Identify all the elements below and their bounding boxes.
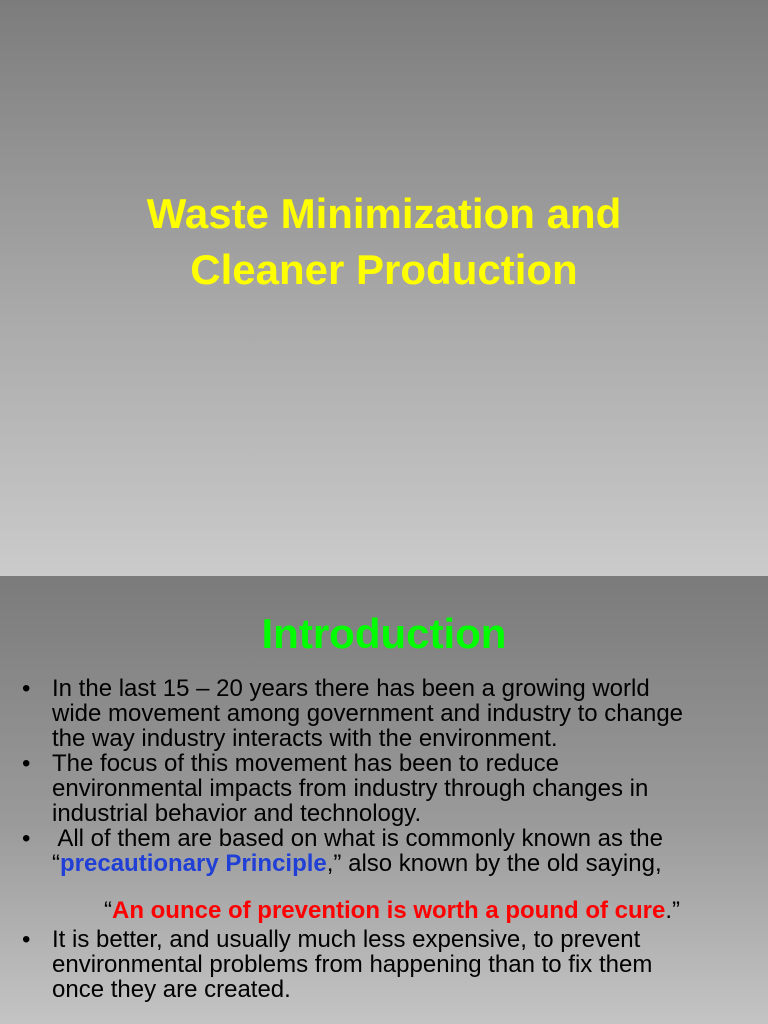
bullet-text: The focus of this movement has been to reduce xyxy=(52,750,559,777)
bullet-text: wide movement among government and industry to change xyxy=(52,700,684,727)
bullet-list xyxy=(22,676,762,1002)
bullet-item xyxy=(22,826,762,876)
bullet-icon: • xyxy=(22,675,31,702)
saying-close-quote: .” xyxy=(665,897,681,924)
bullet-text: the way industry interacts with the environment. xyxy=(52,725,558,752)
bullet-text: environmental impacts from industry through changes in xyxy=(52,775,649,802)
bullet-text: It is better, and usually much less expensive, to prevent xyxy=(52,926,641,953)
bullet-text: once they are created. xyxy=(52,976,291,1003)
slide-introduction xyxy=(0,576,768,1024)
open-quote: “ xyxy=(52,850,60,877)
bullet-item xyxy=(22,676,762,751)
bullet-item xyxy=(22,751,762,826)
bullet-text: All of them are based on what is commonly known as the xyxy=(52,825,663,852)
principle-suffix: ,” also known by the old saying, xyxy=(326,850,662,877)
bullet-icon: • xyxy=(22,825,31,852)
title-line-1: Waste Minimization and xyxy=(146,190,622,237)
bullet-text: In the last 15 – 20 years there has been a growing world xyxy=(52,675,650,702)
introduction-heading: Introduction xyxy=(261,610,507,657)
title-line-2: Cleaner Production xyxy=(190,246,578,293)
bullet-icon: • xyxy=(22,750,31,777)
saying-open-quote: “ xyxy=(103,897,112,924)
saying-quote xyxy=(22,898,762,923)
bullet-icon: • xyxy=(22,926,31,953)
bullet-text: industrial behavior and technology. xyxy=(52,800,422,827)
bullet-item xyxy=(22,927,762,1002)
precautionary-principle: precautionary Principle xyxy=(60,850,327,877)
slide-title-text xyxy=(0,186,768,298)
bullet-text-with-principle xyxy=(52,851,762,876)
bullet-text: environmental problems from happening than to fix them xyxy=(52,951,653,978)
saying-text: An ounce of prevention is worth a pound of cure xyxy=(111,897,666,924)
